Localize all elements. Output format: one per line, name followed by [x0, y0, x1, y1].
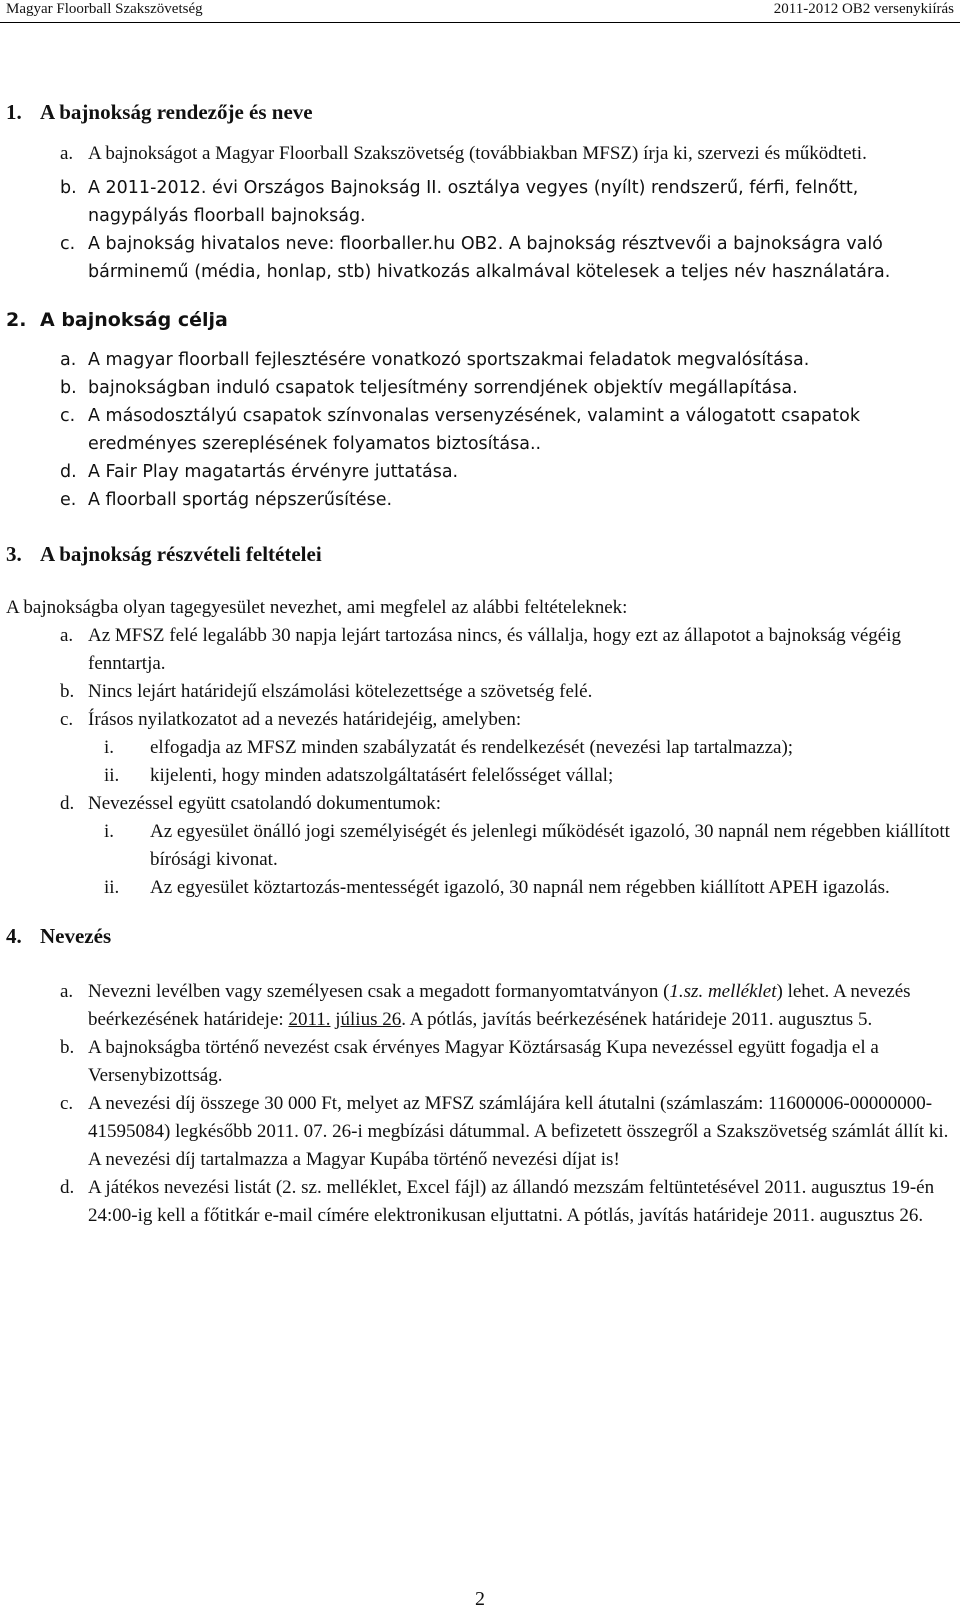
item-text: . A pótlás, javítás beérkezésének határideje 2011. augusztus 5.	[401, 1009, 873, 1030]
list-item	[0, 790, 950, 818]
sub-item-label: ii.	[104, 765, 120, 786]
section-title: Nevezés	[40, 924, 112, 948]
sub-item-text: kijelenti, hogy minden adatszolgáltatásért felelősséget vállal;	[150, 765, 614, 786]
sub-item-text: elfogadja az MFSZ minden szabályzatát és rendelkezését (nevezési lap tartalmazza);	[150, 737, 794, 758]
item-label: c.	[60, 709, 74, 730]
section-title: A bajnokság részvételi feltételei	[40, 542, 322, 566]
header-document-title: 2011-2012 OB2 versenykiírás	[773, 1, 954, 17]
list-item	[0, 622, 950, 678]
item-label: d.	[60, 462, 77, 482]
item-text: A másodosztályú csapatok színvonalas versenyzésének, valamint a válogatott csapatok eredményes szereplésének folyamatos biztosítása..	[88, 406, 860, 454]
sub-item-label: ii.	[104, 877, 120, 898]
list-item	[0, 458, 950, 486]
section-intro: A bajnokságba olyan tagegyesület nevezhet, ami megfelel az alábbi feltételeknek:	[6, 597, 628, 618]
item-label: a.	[60, 625, 74, 646]
item-text: A 2011-2012. évi Országos Bajnokság II. osztálya vegyes (nyílt) rendszerű, férfi, felnőtt, nagypályás floorball bajnokság.	[88, 178, 859, 226]
list-item	[0, 374, 950, 402]
list-item	[0, 1034, 950, 1090]
deadline-date: július 26	[335, 1009, 402, 1030]
section-title: A bajnokság célja	[40, 309, 228, 331]
item-label: c.	[60, 234, 76, 254]
item-text: ) lehet. A nevezés beérkezésének határideje:	[88, 981, 911, 1030]
annex-reference: 1.sz. melléklet	[669, 981, 777, 1002]
section-number: 3.	[6, 542, 22, 566]
section-3-heading	[0, 540, 950, 568]
section-number: 1.	[6, 100, 22, 124]
item-text: A bajnokságot a Magyar Floorball Szakszövetség (továbbiakban MFSZ) írja ki, szervezi és működteti.	[88, 143, 867, 164]
deadline-year: 2011.	[288, 1009, 331, 1030]
item-label: a.	[60, 981, 74, 1002]
item-label: e.	[60, 490, 77, 510]
sub-list-item	[0, 734, 950, 762]
sub-list-item	[0, 818, 950, 874]
item-label: b.	[60, 1037, 75, 1058]
sub-list-item	[0, 874, 950, 902]
item-label: b.	[60, 681, 75, 702]
header-organization: Magyar Floorball Szakszövetség	[6, 1, 203, 17]
item-text: Az MFSZ felé legalább 30 napja lejárt tartozása nincs, és vállalja, hogy ezt az állapotot a bajnokság végéig fenntartja.	[88, 625, 902, 674]
item-label: d.	[60, 1177, 75, 1198]
list-item	[0, 486, 950, 514]
item-text: A bajnokságba történő nevezést csak érvényes Magyar Köztársaság Kupa nevezéssel együtt fogadja el a Versenybizottság.	[88, 1037, 879, 1086]
item-text: A játékos nevezési listát (2. sz. melléklet, Excel fájl) az állandó mezszám feltüntetésével 2011. augusztus 19-én 24:00-ig kell a főtitkár e-mail címére elektronikusan eljuttatni. A pótlás, javítás határideje 2011. augusztus 26.	[88, 1177, 935, 1226]
document-body	[0, 98, 950, 1230]
item-text: Nevezéssel együtt csatolandó dokumentumok:	[88, 793, 441, 814]
item-label: c.	[60, 1093, 74, 1114]
item-label: a.	[60, 143, 74, 164]
item-label: b.	[60, 178, 77, 198]
sub-item-text: Az egyesület önálló jogi személyiségét és jelenlegi működését igazoló, 30 napnál nem régebben kiállított bírósági kivonat.	[150, 821, 950, 870]
sub-item-label: i.	[104, 821, 115, 842]
item-label: a.	[60, 350, 77, 370]
item-text: Nevezni levélben vagy személyesen csak a megadott formanyomtatványon (	[88, 981, 670, 1002]
section-1-heading	[0, 98, 950, 126]
list-item	[0, 1174, 950, 1230]
page-header	[0, 0, 960, 23]
item-text: Nincs lejárt határidejű elszámolási kötelezettsége a szövetség felé.	[88, 681, 593, 702]
item-text: bajnokságban induló csapatok teljesítmény sorrendjének objektív megállapítása.	[88, 378, 798, 398]
page-number: 2	[475, 1588, 485, 1610]
item-label: d.	[60, 793, 75, 814]
section-4-heading	[0, 922, 950, 950]
list-item	[0, 230, 950, 286]
list-item	[0, 174, 950, 230]
section-2-heading	[0, 306, 950, 334]
list-item	[0, 402, 950, 458]
sub-item-text: Az egyesület köztartozás-mentességét igazoló, 30 napnál nem régebben kiállított APEH igazolás.	[150, 877, 890, 898]
item-text: A magyar floorball fejlesztésére vonatkozó sportszakmai feladatok megvalósítása.	[88, 350, 810, 370]
list-item	[0, 1090, 950, 1174]
item-text: A nevezési díj összege 30 000 Ft, melyet az MFSZ számlájára kell átutalni (számlaszám: 11600006-00000000-41595084) legkésőbb 2011. 07. 26-i megbízási dátummal. A befizetett összegről a Szakszövetség számlát állít ki. A nevezési díj tartalmazza a Magyar Kupába történő nevezési díjat is!	[88, 1093, 949, 1170]
list-item	[0, 140, 950, 168]
sub-list-item	[0, 762, 950, 790]
item-text: A Fair Play magatartás érvényre juttatása.	[88, 462, 459, 482]
section-title: A bajnokság rendezője és neve	[40, 100, 313, 124]
item-label: b.	[60, 378, 77, 398]
list-item	[0, 978, 950, 1034]
item-text: A bajnokság hivatalos neve: floorballer.hu OB2. A bajnokság résztvevői a bajnokságra való bárminemű (média, honlap, stb) hivatkozás alkalmával kötelesek a teljes név használatára.	[88, 234, 891, 282]
section-number: 4.	[6, 924, 22, 948]
item-label: c.	[60, 406, 76, 426]
list-item	[0, 346, 950, 374]
list-item	[0, 678, 950, 706]
item-text: Írásos nyilatkozatot ad a nevezés határidejéig, amelyben:	[88, 709, 522, 730]
sub-item-label: i.	[104, 737, 115, 758]
section-number: 2.	[6, 309, 27, 331]
item-text: A floorball sportág népszerűsítése.	[88, 490, 393, 510]
list-item	[0, 706, 950, 734]
